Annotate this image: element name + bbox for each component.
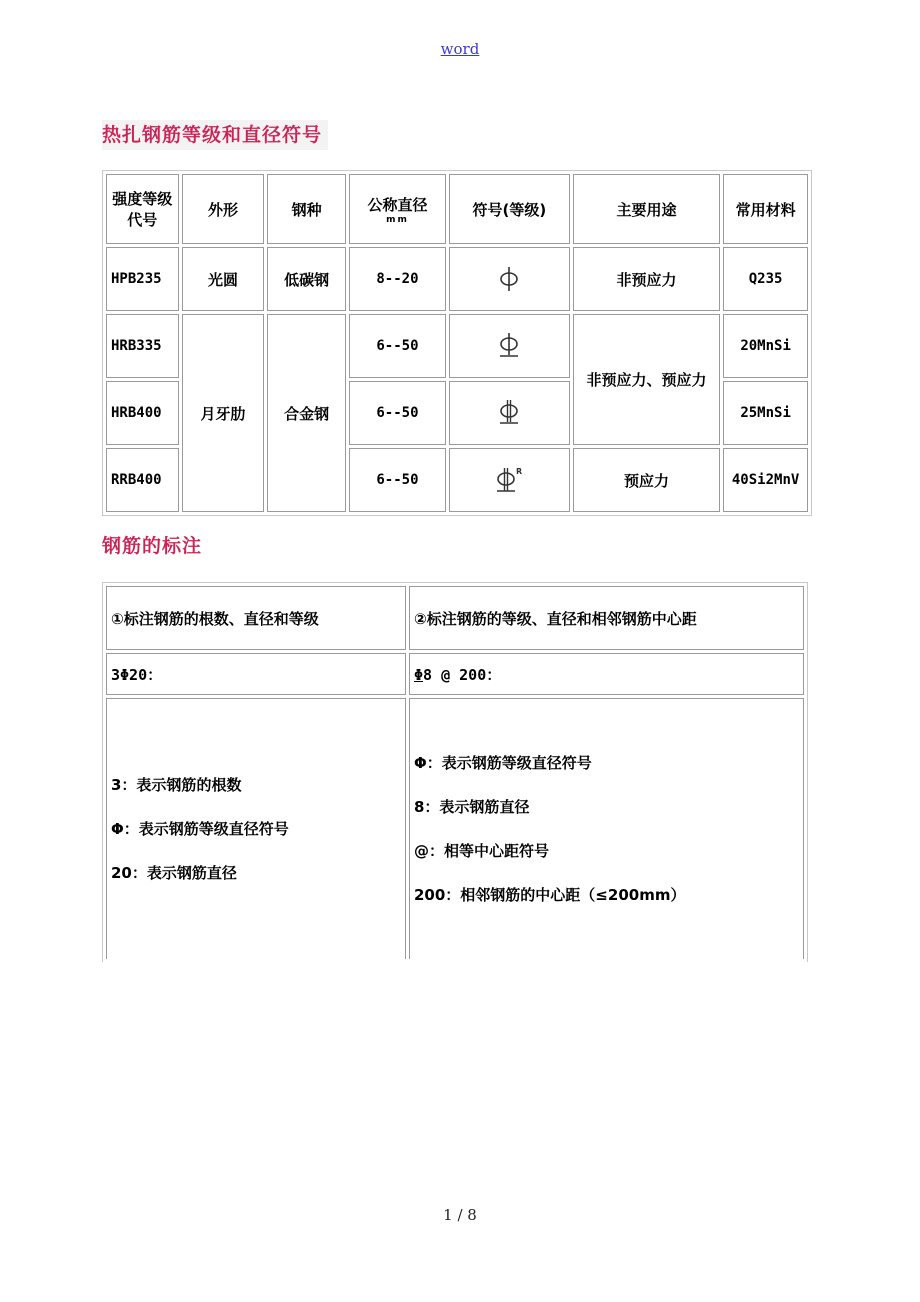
- cell-code: HRB335: [106, 314, 179, 378]
- header-diameter-unit: mm: [386, 214, 409, 225]
- section-title-hot-rolled: 热扎钢筋等级和直径符号: [102, 120, 328, 150]
- cell-diameter: 6--50: [349, 381, 446, 445]
- phi-grade-3-icon: [497, 398, 521, 428]
- table-header-row: [106, 174, 808, 244]
- cell-usage: 非预应力: [573, 247, 720, 311]
- cell-usage: 预应力: [573, 448, 720, 512]
- phi-grade-3r-icon: [494, 465, 524, 495]
- cell-material: 40Si2MnV: [723, 448, 808, 512]
- method2-example-symbol: Φ: [414, 665, 424, 684]
- method2-details: [409, 698, 804, 959]
- table-row: [106, 247, 808, 311]
- phi-grade-1-icon: [497, 264, 521, 294]
- header-diameter: [349, 174, 446, 244]
- method1-details: [106, 698, 406, 959]
- svg-text:R: R: [516, 467, 523, 476]
- cell-symbol: [449, 247, 570, 311]
- annotation-detail-row: [106, 698, 804, 959]
- annotation-table: [102, 582, 808, 962]
- cell-symbol: [449, 314, 570, 378]
- detail-line: Φ：表示钢筋等级直径符号: [111, 820, 289, 838]
- header-material: 常用材料: [723, 174, 808, 244]
- cell-diameter: 8--20: [349, 247, 446, 311]
- annotation-example-row: [106, 653, 804, 695]
- method1-heading: ①标注钢筋的根数、直径和等级: [106, 586, 406, 650]
- cell-diameter: 6--50: [349, 448, 446, 512]
- cell-material: Q235: [723, 247, 808, 311]
- cell-code: HRB400: [106, 381, 179, 445]
- header-steel-type: 钢种: [267, 174, 346, 244]
- cell-usage: 非预应力、预应力: [573, 314, 720, 445]
- cell-code: HPB235: [106, 247, 179, 311]
- detail-line: 200：相邻钢筋的中心距（≤200mm）: [414, 886, 686, 904]
- detail-line: @：相等中心距符号: [414, 842, 550, 860]
- cell-material: 20MnSi: [723, 314, 808, 378]
- header-usage: 主要用途: [573, 174, 720, 244]
- section-title-annotation: 钢筋的标注: [102, 535, 203, 557]
- cell-code: RRB400: [106, 448, 179, 512]
- header-symbol: 符号(等级): [449, 174, 570, 244]
- cell-steel: 合金钢: [267, 314, 346, 512]
- phi-grade-2-icon: [497, 331, 521, 361]
- detail-line: 3：表示钢筋的根数: [111, 776, 242, 794]
- header-grade-code: 强度等级代号: [106, 174, 179, 244]
- detail-line: 20：表示钢筋直径: [111, 864, 237, 882]
- cell-shape: 光圆: [182, 247, 265, 311]
- cell-shape: 月牙肋: [182, 314, 265, 512]
- header-diameter-label: 公称直径: [367, 195, 428, 214]
- header-shape: 外形: [182, 174, 265, 244]
- cell-diameter: 6--50: [349, 314, 446, 378]
- method1-example: 3Φ20：: [106, 653, 406, 695]
- method2-example: [409, 653, 804, 695]
- page-number: 1 / 8: [443, 1206, 477, 1224]
- cell-steel: 低碳钢: [267, 247, 346, 311]
- cell-symbol: [449, 381, 570, 445]
- rebar-grade-table: [102, 170, 812, 516]
- cell-material: 25MnSi: [723, 381, 808, 445]
- method2-example-text: 8 @ 200：: [423, 665, 502, 684]
- method2-heading: ②标注钢筋的等级、直径和相邻钢筋中心距: [409, 586, 804, 650]
- table-row: [106, 314, 808, 378]
- detail-line: 8：表示钢筋直径: [414, 798, 530, 816]
- detail-line: Φ：表示钢筋等级直径符号: [414, 754, 592, 772]
- annotation-heading-row: [106, 586, 804, 650]
- header-word-link[interactable]: word: [440, 40, 480, 58]
- cell-symbol: [449, 448, 570, 512]
